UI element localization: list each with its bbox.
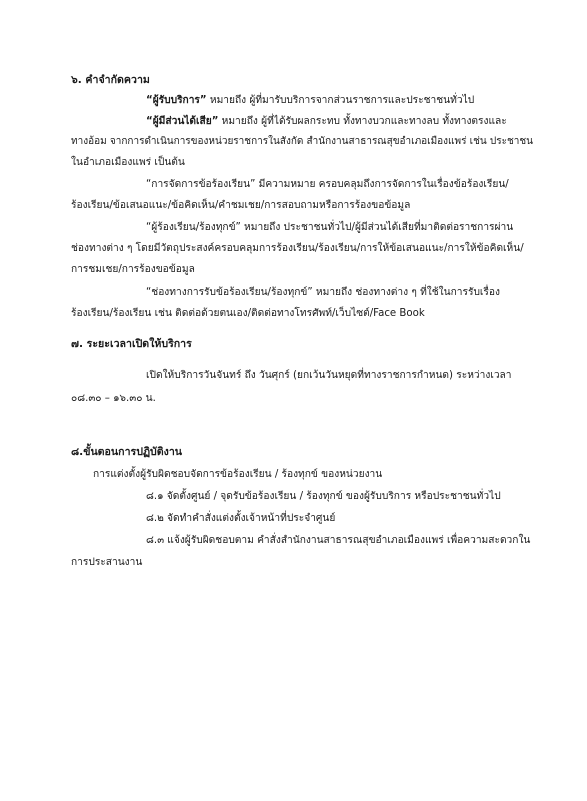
definition-complainant-line-2: ช่องทางต่าง ๆ โดยมีวัตถุประสงค์ครอบคลุมการร้องเรียน/ร้องเรียน/การให้ข้อเสนอแนะ/การให้ข้อคิดเห็น/	[71, 243, 524, 254]
service-hours-text: เปิดให้บริการวันจันทร์ ถึง วันศุกร์ (ยกเว้นวันหยุดที่ทางราชการกำหนด) ระหว่างเวลา	[146, 370, 512, 381]
section-7-heading: ๗. ระยะเวลาเปิดให้บริการ	[71, 338, 192, 350]
section-6-heading: ๖. คำจำกัดความ	[71, 74, 150, 86]
definition-complainant: “ผู้ร้องเรียน/ร้องทุกข์” หมายถึง ประชาชนทั่วไป/ผู้มีส่วนได้เสียที่มาติดต่อราชการผ่าน	[146, 222, 514, 233]
definition-text: หมายถึง ผู้ที่ได้รับผลกระทบ ทั้งทางบวกและทางลบ ทั้งทางตรงและ	[218, 116, 507, 127]
procedure-item-8-3: ๘.๓ แจ้งผู้รับผิดชอบตาม คำสั่งสำนักงานสาธารณสุขอำเภอเมืองแพร่ เพื่อความสะดวกใน	[146, 535, 531, 546]
definition-complaint-channels-line-2: ร้องเรียน/ร้องเรียน เช่น ติดต่อด้วยตนเอง/ติดต่อทางโทรศัพท์/เว็บไซต์/Face Book	[71, 308, 425, 319]
definition-complaint-channels: “ช่องทางการรับข้อร้องเรียน/ร้องทุกข์” หมายถึง ช่องทางต่าง ๆ ที่ใช้ในการรับเรื่อง	[146, 287, 500, 298]
term-service-recipient: “ผู้รับบริการ”	[146, 95, 207, 106]
service-hours-time: ๐๘.๓๐ – ๑๖.๓๐ น.	[71, 393, 156, 404]
term-stakeholder: “ผู้มีส่วนได้เสีย”	[146, 116, 219, 127]
procedure-item-8-3-line-2: การประสานงาน	[71, 557, 143, 568]
definition-text: หมายถึง ผู้ที่มารับบริการจากส่วนราชการและประชาชนทั่วไป	[206, 95, 475, 106]
section-8-heading: ๘.ขั้นตอนการปฏิบัติงาน	[71, 446, 183, 458]
definition-stakeholder-line-2: ทางอ้อม จากการดำเนินการของหน่วยราชการในสังกัด สำนักงานสาธารณสุขอำเภอเมืองแพร่ เช่น ประชาชน	[71, 136, 533, 147]
definition-stakeholder	[146, 115, 507, 129]
procedure-item-8-2: ๘.๒ จัดทำคำสั่งแต่งตั้งเจ้าหน้าที่ประจำศูนย์	[146, 513, 336, 524]
definition-complainant-line-3: การชมเชย/การร้องขอข้อมูล	[71, 264, 195, 275]
definition-stakeholder-line-3: ในอำเภอเมืองแพร่ เป็นต้น	[71, 157, 185, 168]
definition-complaint-management-line-2: ร้องเรียน/ข้อเสนอแนะ/ข้อคิดเห็น/คำชมเชย/การสอบถามหรือการร้องขอข้อมูล	[71, 200, 411, 211]
procedure-item-8-1: ๘.๑ จัดตั้งศูนย์ / จุดรับข้อร้องเรียน / ร้องทุกข์ ของผู้รับบริการ หรือประชาชนทั่วไป	[146, 491, 501, 502]
procedure-intro: การแต่งตั้งผู้รับผิดชอบจัดการข้อร้องเรียน / ร้องทุกข์ ของหน่วยงาน	[93, 469, 383, 480]
definition-service-recipient	[146, 94, 474, 108]
definition-complaint-management: “การจัดการข้อร้องเรียน” มีความหมาย ครอบคลุมถึงการจัดการในเรื่องข้อร้องเรียน/	[146, 179, 509, 190]
